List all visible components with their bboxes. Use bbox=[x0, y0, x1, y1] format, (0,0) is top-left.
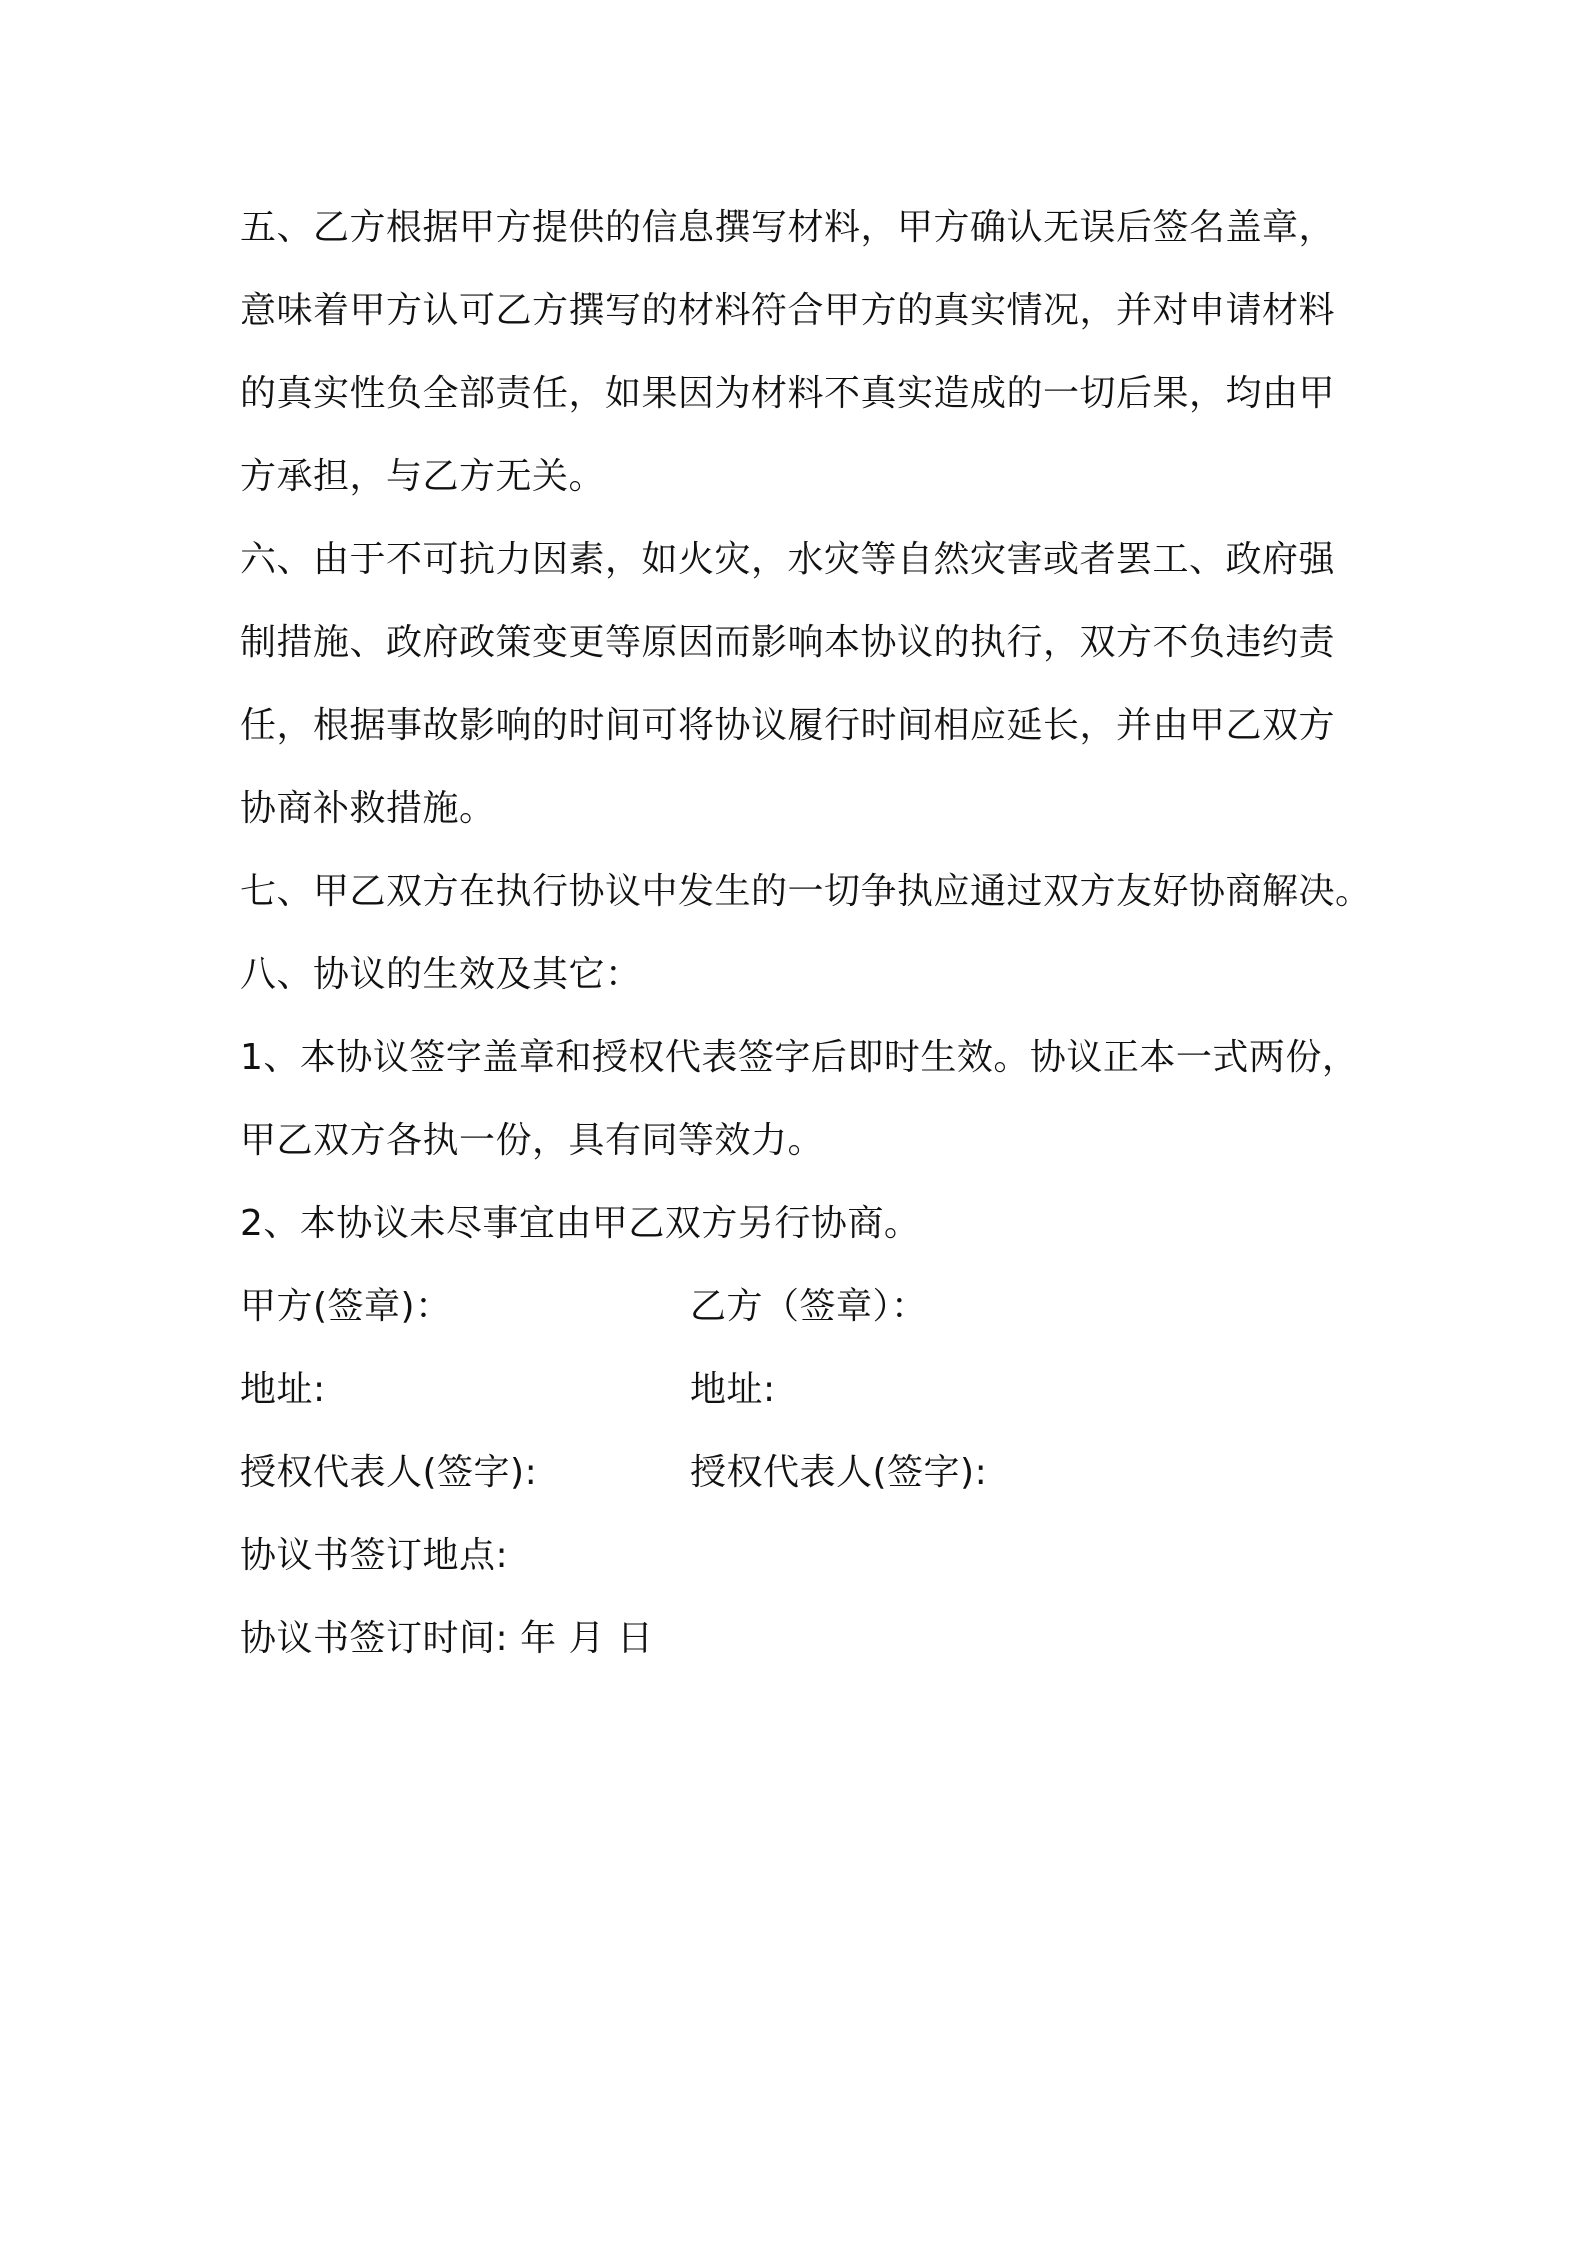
clause-8-2: 2、本协议未尽事宜由甲乙双方另行协商。 bbox=[240, 1203, 921, 1244]
clause-5-line-1: 五、乙方根据甲方提供的信息撰写材料，甲方确认无误后签名盖章， bbox=[240, 207, 1336, 248]
clause-8-1-line-2: 甲乙双方各执一份，具有同等效力。 bbox=[240, 1120, 825, 1161]
party-b-seal-label: 乙方（签章）： bbox=[690, 1286, 928, 1327]
clause-8-title: 八、协议的生效及其它： bbox=[240, 954, 642, 995]
party-a-address-label: 地址: bbox=[240, 1369, 326, 1410]
clause-8-1-line-1: 1、本协议签字盖章和授权代表签字后即时生效。协议正本一式两份， bbox=[240, 1037, 1359, 1078]
clause-7-line-1: 七、甲乙双方在执行协议中发生的一切争执应通过双方友好协商解决。 bbox=[240, 871, 1372, 912]
party-b-rep-label: 授权代表人(签字): bbox=[690, 1452, 988, 1493]
party-a-rep-label: 授权代表人(签字): bbox=[240, 1452, 538, 1493]
clause-6-line-1: 六、由于不可抗力因素，如火灾，水灾等自然灾害或者罢工、政府强 bbox=[240, 539, 1336, 580]
clause-6-line-2: 制措施、政府政策变更等原因而影响本协议的执行，双方不负违约责 bbox=[240, 622, 1336, 663]
sign-place-label: 协议书签订地点: bbox=[240, 1535, 509, 1576]
sign-time-label: 协议书签订时间: 年 月 日 bbox=[240, 1618, 654, 1659]
clause-5-line-4: 方承担，与乙方无关。 bbox=[240, 456, 606, 497]
clause-5-line-2: 意味着甲方认可乙方撰写的材料符合甲方的真实情况，并对申请材料 bbox=[240, 290, 1336, 331]
party-a-seal-label: 甲方(签章)： bbox=[240, 1286, 452, 1327]
clause-6-line-3: 任，根据事故影响的时间可将协议履行时间相应延长，并由甲乙双方 bbox=[240, 705, 1336, 746]
clause-5-line-3: 的真实性负全部责任，如果因为材料不真实造成的一切后果，均由甲 bbox=[240, 373, 1336, 414]
party-b-address-label: 地址: bbox=[690, 1369, 776, 1410]
clause-6-line-4: 协商补救措施。 bbox=[240, 788, 496, 829]
